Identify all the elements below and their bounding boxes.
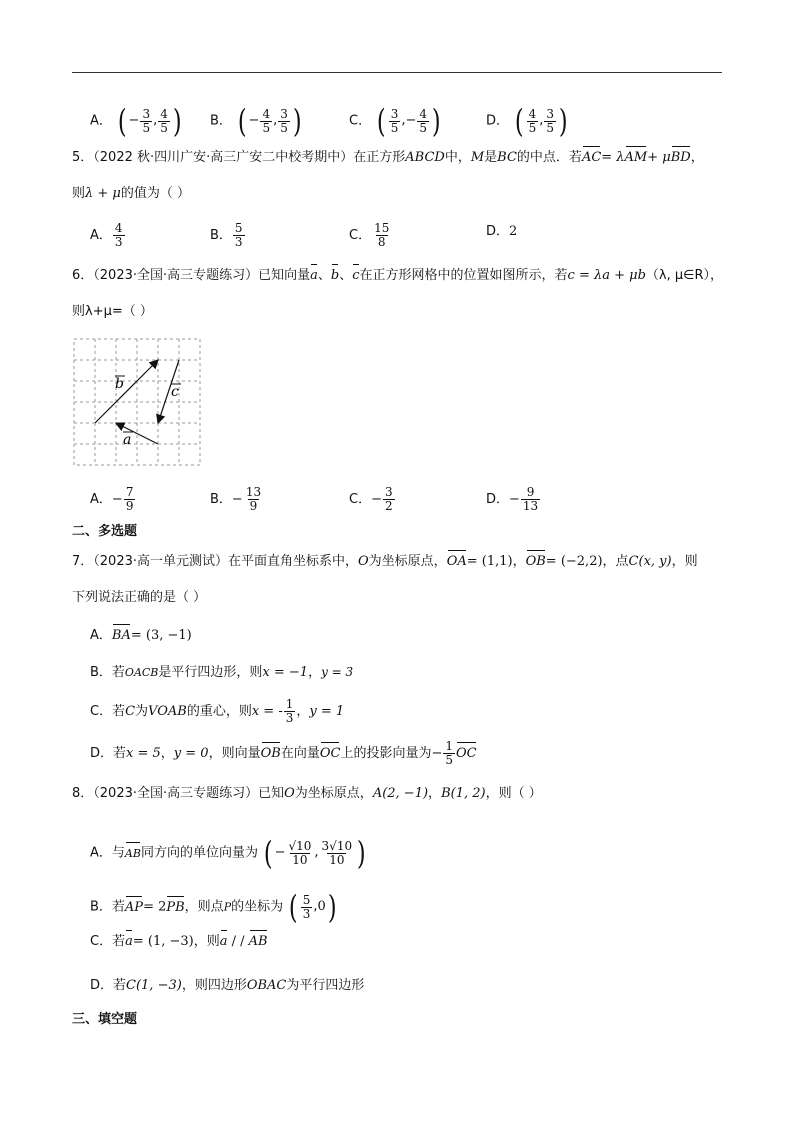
q5-stem-line2: 则λ + μ的值为（ ）: [72, 186, 191, 201]
q4-option-a[interactable]: A． ( − $\frac{3}{5}$ , $\frac{4}{5}$ ): [90, 102, 182, 140]
q7-option-d[interactable]: D．若x = 5，y = 0，则向量OB在向量OC上的投影向量为− $\frac{1}{5}$ OC: [90, 739, 477, 767]
q4-option-b[interactable]: B． ( − $\frac{4}{5}$ , $\frac{3}{5}$ ): [210, 102, 302, 140]
q6-stem-line1: 6．（2023·全国·高三专题练习）已知向量a、b、c在正方形网格中的位置如图所示，若c = λa + μb（λ, μ∈R），: [72, 266, 723, 286]
q6-option-a[interactable]: A．− $\frac{7}{9}$: [90, 485, 134, 513]
q7-option-a[interactable]: A．BA= (3, −1): [90, 626, 192, 646]
q6-stem-line2: 则λ+μ=（ ）: [72, 304, 153, 319]
section-heading-multiple-choice: 二、多选题: [72, 524, 138, 539]
header-rule: [72, 72, 722, 73]
q8-option-c[interactable]: C．若a= (1, −3)，则a / / AB: [90, 932, 268, 952]
q7-stem-line1: 7．（2023·高一单元测试）在平面直角坐标系中，O为坐标原点，OA= (1,1)，OB= (−2,2)，点C(x, y)，则: [72, 552, 698, 572]
q7-stem-line2: 下列说法正确的是（ ）: [72, 590, 207, 605]
q5-stem-line1: 5．（2022 秋·四川广安·高三广安二中校考期中）在正方形ABCD中，M是BC的中点．若AC= λAM+ μBD，: [72, 148, 704, 168]
q6-option-c[interactable]: C．− $\frac{3}{2}$: [349, 485, 393, 513]
label-b: b: [115, 376, 124, 392]
q8-option-b[interactable]: B．若AP= 2PB，则点P的坐标为 ( $\frac{5}{3}$ , 0 ): [90, 888, 337, 926]
vector-grid-figure: [73, 338, 203, 468]
q5-option-c[interactable]: C． $\frac{15}{8}$: [349, 221, 390, 249]
q6-option-d[interactable]: D．− $\frac{9}{13}$: [486, 485, 539, 513]
q4-option-c[interactable]: C． ( $\frac{3}{5}$ , − $\frac{4}{5}$ ): [349, 102, 441, 140]
q7-option-c[interactable]: C．若C为VOAB的重心，则x = - $\frac{1}{3}$ ，y = 1: [90, 697, 345, 725]
q4-option-d[interactable]: D． ( $\frac{4}{5}$ , $\frac{3}{5}$ ): [486, 102, 568, 140]
q8-option-d[interactable]: D．若C(1, −3)，则四边形OBAC为平行四边形: [90, 978, 365, 993]
q7-option-b[interactable]: B．若OACB是平行四边形，则x = −1，y = 3: [90, 665, 354, 680]
grid-lines: [74, 339, 200, 465]
q6-option-b[interactable]: B．− $\frac{13}{9}$: [210, 485, 262, 513]
label-a: a: [123, 432, 132, 448]
section-heading-fill-in: 三、填空题: [72, 1012, 138, 1027]
q5-option-d[interactable]: D．2: [486, 224, 518, 239]
vector-b-arrow: [95, 360, 158, 423]
q8-stem: 8．（2023·全国·高三专题练习）已知O为坐标原点，A(2, −1)，B(1, 2)，则（ ）: [72, 786, 542, 801]
q8-option-a[interactable]: A．与AB同方向的单位向量为 ( − $\frac{√10}{10}$ , $\frac{3√10}{10}$ ): [90, 834, 366, 872]
q5-option-a[interactable]: A． $\frac{4}{3}$: [90, 221, 123, 249]
q5-option-b[interactable]: B． $\frac{5}{3}$: [210, 221, 243, 249]
label-c: c: [171, 384, 179, 400]
